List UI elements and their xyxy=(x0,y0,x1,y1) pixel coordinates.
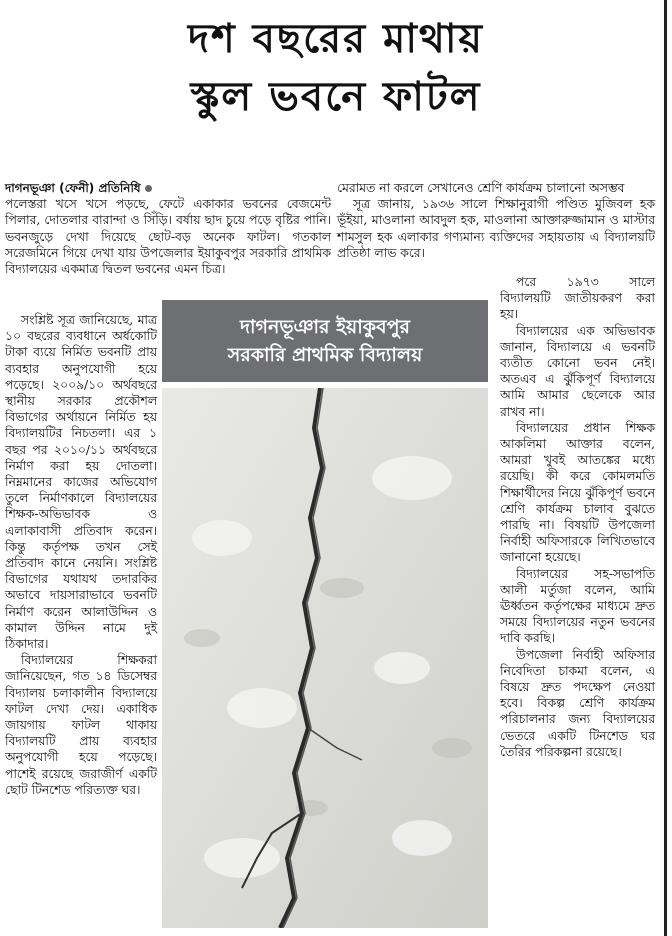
right-paragraph-3: বিদ্যালয়ের প্রধান শিক্ষক আকলিমা আক্তার বলেন, আমরা খুবই আতঙ্কের মধ্যে রয়েছি। কী করে কোমলমতি শিক্ষার্থীদের নিয়ে ঝুঁকিপূর্ণ ভবনে শ্রেণি কার্যক্রম চালাব বুঝতে পারছি না। বিষয়টি উপজেলা নির্বাহী অফিসারকে লিখিতভাবে জানানো হয়েছে। xyxy=(500,420,655,565)
headline xyxy=(0,10,672,126)
right-top-paragraph-2: সূত্র জানায়, ১৯৩৬ সালে শিক্ষানুরাগী পণ্ডিত মুজিবল হক ভূঁইয়া, মাওলানা আবদুল হক, মাওলানা আক্তারুজ্জামান ও মাস্টার শামসুল হক এলাকার গণ্যমান্য ব্যক্তিদের সহায়তায় এ বিদ্যালয়টি প্রতিষ্ঠা লাভ করে। xyxy=(337,197,655,260)
cracked-wall-photo xyxy=(162,388,488,928)
left-column-intro xyxy=(5,180,331,277)
byline-row xyxy=(5,180,331,196)
headline-line-1: দশ বছরের মাথায় xyxy=(188,16,484,62)
right-column-body xyxy=(500,274,655,760)
right-paragraph-5: উপজেলা নির্বাহী অফিসার নিবেদিতা চাকমা বলেন, এ বিষয়ে দ্রুত পদক্ষেপ নেওয়া হবে। বিকল্প শ্রেণি কার্যক্রম পরিচালনার জন্য বিদ্যালয়ের ভেতরে একটি টিনশেড ঘর তৈরির পরিকল্পনা রয়েছে। xyxy=(500,647,655,759)
right-paragraph-1: পরে ১৯৭৩ সালে বিদ্যালয়টি জাতীয়করণ করা হয়। xyxy=(500,275,655,322)
headline-line-2: স্কুল ভবনে ফাটল xyxy=(190,74,482,120)
caption-line-2: সরকারি প্রাথমিক বিদ্যালয় xyxy=(227,344,423,366)
photo-caption xyxy=(162,300,488,382)
right-column-top xyxy=(337,180,655,261)
column-rule xyxy=(664,0,667,936)
right-paragraph-2: বিদ্যালয়ের এক অভিভাবক জানান, বিদ্যালয়ে এ ভবনটি ব্যতীত কোনো ভবন নেই। অতএব এ ঝুঁকিপূর্ণ বিদ্যালয়ে আমি আমার ছেলেকে আর রাখব না। xyxy=(500,323,655,419)
crack-illustration xyxy=(162,388,488,928)
left-paragraph-2: বিদ্যালয়ের শিক্ষকরা জানিয়েছেন, গত ১৪ ডিসেম্বর বিদ্যালয় চলাকালীন বিদ্যালয়ে ফাটল দেখা দেয়। একাধিক জায়গায় ফাটল থাকায় বিদ্যালয়টি প্রায় ব্যবহার অনুপযোগী হয়ে পড়েছে। পাশেই রয়েছে জরাজীর্ণ একটি ছোট টিনশেড পরিত্যক্ত ঘর। xyxy=(5,653,157,797)
caption-line-1: দাগনভূঞার ইয়াকুবপুর xyxy=(240,316,410,338)
left-paragraph-1: সংশ্লিষ্ট সূত্র জানিয়েছে, মাত্র ১০ বছরের ব্যবধানে অর্ধকোটি টাকা ব্যয়ে নির্মিত ভবনটি প্রায় ব্যবহার অনুপযোগী হয়ে পড়েছে। ২০০৯/১০ অর্থবছরে স্থানীয় সরকার প্রকৌশল বিভাগের অর্থায়নে নির্মিত হয় বিদ্যালয়টির নিচতলা। এর ১ বছর পর ২০১০/১১ অর্থবছরে নির্মাণ করা হয় দোতলা। নিম্নমানের কাজের অভিযোগ তুলে নির্মাণকালে বিদ্যালয়ের শিক্ষক-অভিভাবক ও এলাকাবাসী প্রতিবাদ করেন। কিন্তু কর্তৃপক্ষ তখন সেই প্রতিবাদ কানে নেয়নি। সংশ্লিষ্ট বিভাগের যথাযথ তদারকির অভাবে দায়সারাভাবে ভবনটি নির্মাণ করেন আলাউদ্দিন ও কামাল উদ্দিন নামে দুই ঠিকাদার। xyxy=(5,313,157,652)
bullet-icon xyxy=(145,185,152,192)
right-paragraph-4: বিদ্যালয়ের সহ-সভাপতি আলী মর্তুজা বলেন, আমি ঊর্ধ্বতন কর্তৃপক্ষের মাধ্যমে দ্রুত সময়ে বিদ্যালয়ের নতুন ভবনের দাবি করছি। xyxy=(500,566,655,646)
right-top-paragraph-1: মেরামত না করলে সেখানেও শ্রেণি কার্যক্রম চালানো অসম্ভব xyxy=(337,181,625,195)
byline: দাগনভূঞা (ফেনী) প্রতিনিধি xyxy=(5,181,141,195)
intro-paragraph: পলেস্তরা খসে খসে পড়ছে, ফেটে একাকার ভবনের বেজমেন্ট পিলার, দোতলার বারান্দা ও সিঁড়ি। বর্ষায় ছাদ চুয়ে পড়ে বৃষ্টির পানি। ভবনজুড়ে দেখা দিয়েছে ছোট-বড় অনেক ফাটল। গতকাল সরেজমিনে গিয়ে দেখা যায় উপজেলার ইয়াকুবপুর সরকারি প্রাথমিক বিদ্যালয়ের একমাত্র দ্বিতল ভবনের এমন চিত্র। xyxy=(5,197,331,277)
left-column-body xyxy=(5,312,157,798)
